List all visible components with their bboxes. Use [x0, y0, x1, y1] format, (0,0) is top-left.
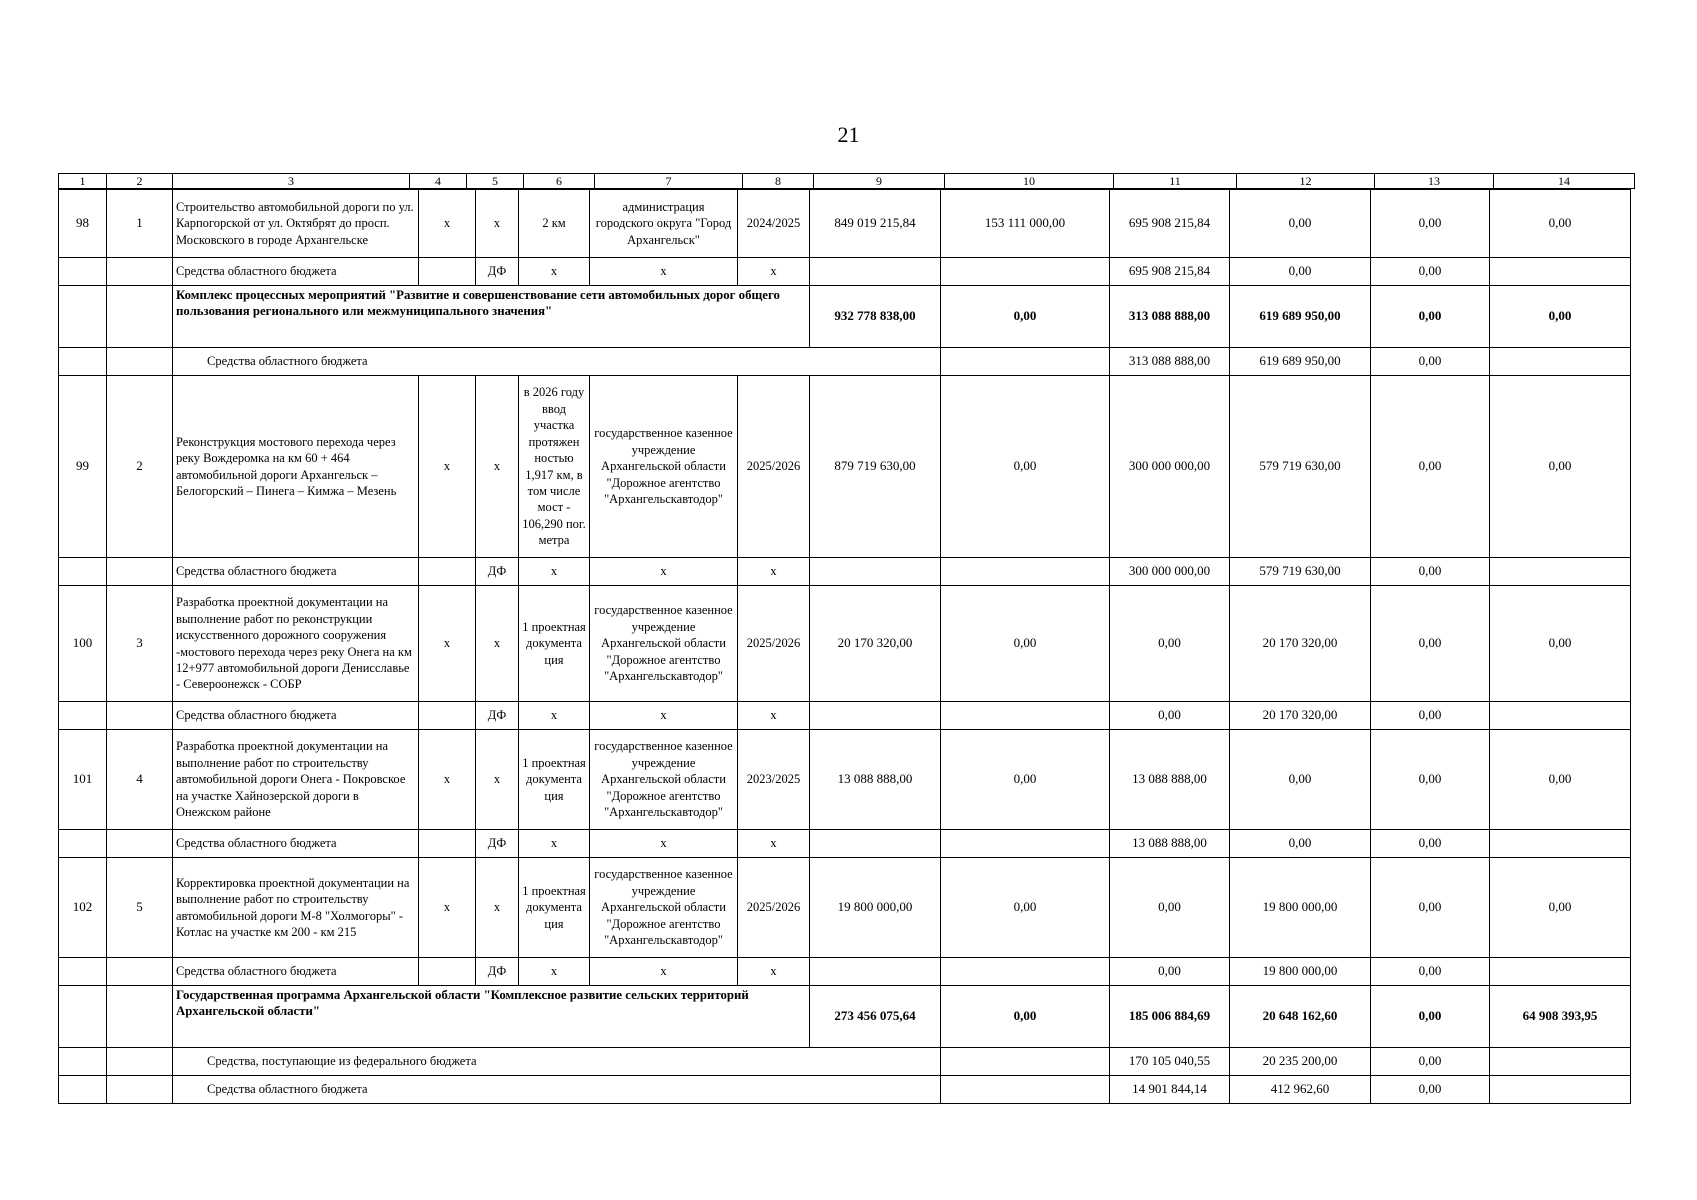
item-name: Корректировка проектной документации на выполнение работ по строительству автомобильной дороги М-8 "Холмогоры" - Котлас на участке км 200 - км 215 [173, 858, 419, 958]
empty-cell [941, 1048, 1110, 1076]
empty-cell [1490, 258, 1631, 286]
funding-name: Средства, поступающие из федерального бюджета [173, 1048, 941, 1076]
cell-c7: государственное казенное учреждение Архангельской области "Дорожное агентство "Архангельскавтодор" [590, 586, 738, 702]
item-number: 1 [107, 190, 173, 258]
cell-c6: х [519, 702, 590, 730]
empty-cell [419, 958, 476, 986]
empty-cell [419, 702, 476, 730]
cell-c10: 0,00 [941, 286, 1110, 348]
empty-cell [59, 348, 107, 376]
funding-name: Средства областного бюджета [173, 258, 419, 286]
cell-c8: х [738, 958, 810, 986]
col-number: 11 [1114, 174, 1237, 189]
cell-c13: 0,00 [1371, 730, 1490, 830]
item-name: Строительство автомобильной дороги по ул. Карпогорской от ул. Октябрят до просп. Московского в городе Архангельске [173, 190, 419, 258]
item-name: Разработка проектной документации на выполнение работ по строительству автомобильной дороги Онега - Покровское на участке Хайнозерской дороги в Онежском районе [173, 730, 419, 830]
summary-title: Комплекс процессных мероприятий "Развитие и совершенствование сети автомобильных дорог общего пользования регионального или межмуниципального значения" [173, 286, 810, 348]
empty-cell [419, 830, 476, 858]
cell-c8: х [738, 258, 810, 286]
empty-cell [59, 286, 107, 348]
cell-c8: 2024/2025 [738, 190, 810, 258]
cell-c10: 0,00 [941, 986, 1110, 1048]
cell-c7: х [590, 702, 738, 730]
cell-c13: 0,00 [1371, 190, 1490, 258]
page-number: 21 [837, 122, 860, 147]
cell-c11: 313 088 888,00 [1110, 348, 1230, 376]
empty-cell [107, 558, 173, 586]
empty-cell [107, 1076, 173, 1104]
cell-c11: 695 908 215,84 [1110, 258, 1230, 286]
cell-c14: 0,00 [1490, 730, 1631, 830]
cell-c13: 0,00 [1371, 702, 1490, 730]
table-row [59, 730, 1631, 830]
cell-c9: 932 778 838,00 [810, 286, 941, 348]
cell-c13: 0,00 [1371, 986, 1490, 1048]
cell-c12: 579 719 630,00 [1230, 558, 1371, 586]
cell-c11: 300 000 000,00 [1110, 376, 1230, 558]
funding-name: Средства областного бюджета [173, 830, 419, 858]
cell-c12: 19 800 000,00 [1230, 958, 1371, 986]
cell-c5: х [476, 730, 519, 830]
cell-c13: 0,00 [1371, 286, 1490, 348]
row-number: 101 [59, 730, 107, 830]
cell-c4: х [419, 376, 476, 558]
cell-c9: 20 170 320,00 [810, 586, 941, 702]
item-number: 3 [107, 586, 173, 702]
funding-name: Средства областного бюджета [173, 348, 941, 376]
cell-c8: 2025/2026 [738, 376, 810, 558]
cell-c4: х [419, 858, 476, 958]
cell-c11: 695 908 215,84 [1110, 190, 1230, 258]
empty-cell [941, 1076, 1110, 1104]
cell-c14: 64 908 393,95 [1490, 986, 1631, 1048]
table-row [59, 558, 1631, 586]
cell-c5: ДФ [476, 558, 519, 586]
cell-c11: 0,00 [1110, 958, 1230, 986]
summary-row [59, 986, 1631, 1048]
table-row [59, 586, 1631, 702]
col-number: 10 [945, 174, 1114, 189]
cell-c11: 170 105 040,55 [1110, 1048, 1230, 1076]
cell-c11: 0,00 [1110, 858, 1230, 958]
cell-c11: 13 088 888,00 [1110, 730, 1230, 830]
cell-c4: х [419, 730, 476, 830]
col-number: 6 [524, 174, 595, 189]
cell-c12: 0,00 [1230, 830, 1371, 858]
empty-cell [810, 258, 941, 286]
item-name: Разработка проектной документации на выполнение работ по реконструкции искусственного дорожного сооружения -мостового перехода через реку Онега на км 12+977 автомобильной дороги Денисславье - Североонежск - СОБР [173, 586, 419, 702]
empty-cell [59, 986, 107, 1048]
table-row [59, 830, 1631, 858]
empty-cell [1490, 558, 1631, 586]
empty-cell [1490, 1048, 1631, 1076]
table-row [59, 702, 1631, 730]
cell-c13: 0,00 [1371, 376, 1490, 558]
cell-c10: 153 111 000,00 [941, 190, 1110, 258]
empty-cell [941, 830, 1110, 858]
empty-cell [107, 986, 173, 1048]
empty-cell [107, 286, 173, 348]
cell-c10: 0,00 [941, 858, 1110, 958]
cell-c10: 0,00 [941, 376, 1110, 558]
cell-c7: х [590, 958, 738, 986]
cell-c7: х [590, 558, 738, 586]
cell-c8: 2025/2026 [738, 586, 810, 702]
empty-cell [107, 830, 173, 858]
empty-cell [59, 958, 107, 986]
cell-c9: 13 088 888,00 [810, 730, 941, 830]
empty-cell [419, 258, 476, 286]
header-table [58, 173, 1635, 189]
empty-cell [1490, 830, 1631, 858]
cell-c13: 0,00 [1371, 558, 1490, 586]
cell-c6: х [519, 558, 590, 586]
cell-c8: х [738, 830, 810, 858]
cell-c6: 1 проектная документа ция [519, 730, 590, 830]
empty-cell [59, 830, 107, 858]
cell-c9: 273 456 075,64 [810, 986, 941, 1048]
col-number: 9 [814, 174, 945, 189]
cell-c5: х [476, 586, 519, 702]
cell-c12: 412 962,60 [1230, 1076, 1371, 1104]
col-number: 2 [107, 174, 173, 189]
cell-c12: 20 648 162,60 [1230, 986, 1371, 1048]
col-number: 5 [467, 174, 524, 189]
item-number: 2 [107, 376, 173, 558]
row-number: 99 [59, 376, 107, 558]
funding-name: Средства областного бюджета [173, 558, 419, 586]
empty-cell [1490, 1076, 1631, 1104]
empty-cell [941, 348, 1110, 376]
cell-c13: 0,00 [1371, 1048, 1490, 1076]
cell-c12: 20 170 320,00 [1230, 702, 1371, 730]
cell-c12: 19 800 000,00 [1230, 858, 1371, 958]
empty-cell [810, 958, 941, 986]
cell-c5: ДФ [476, 958, 519, 986]
empty-cell [59, 1076, 107, 1104]
empty-cell [1490, 958, 1631, 986]
cell-c9: 19 800 000,00 [810, 858, 941, 958]
cell-c11: 185 006 884,69 [1110, 986, 1230, 1048]
funding-name: Средства областного бюджета [173, 958, 419, 986]
cell-c14: 0,00 [1490, 190, 1631, 258]
empty-cell [419, 558, 476, 586]
table-row [59, 376, 1631, 558]
col-number: 12 [1237, 174, 1375, 189]
cell-c14: 0,00 [1490, 286, 1631, 348]
cell-c12: 579 719 630,00 [1230, 376, 1371, 558]
table-row [59, 348, 1631, 376]
cell-c12: 619 689 950,00 [1230, 286, 1371, 348]
cell-c12: 0,00 [1230, 730, 1371, 830]
empty-cell [59, 1048, 107, 1076]
cell-c11: 13 088 888,00 [1110, 830, 1230, 858]
cell-c6: х [519, 958, 590, 986]
cell-c5: х [476, 190, 519, 258]
cell-c6: в 2026 году ввод участка протяжен ностью 1,917 км, в том числе мост - 106,290 пог. метра [519, 376, 590, 558]
cell-c6: х [519, 830, 590, 858]
cell-c12: 20 235 200,00 [1230, 1048, 1371, 1076]
empty-cell [1490, 702, 1631, 730]
col-number: 13 [1375, 174, 1494, 189]
empty-cell [941, 558, 1110, 586]
cell-c5: ДФ [476, 830, 519, 858]
table-row [59, 1048, 1631, 1076]
summary-row [59, 286, 1631, 348]
cell-c8: х [738, 702, 810, 730]
item-number: 4 [107, 730, 173, 830]
cell-c11: 14 901 844,14 [1110, 1076, 1230, 1104]
cell-c11: 0,00 [1110, 702, 1230, 730]
cell-c9: 849 019 215,84 [810, 190, 941, 258]
table-row [59, 258, 1631, 286]
cell-c13: 0,00 [1371, 958, 1490, 986]
item-name: Реконструкция мостового перехода через реку Вождеромка на км 60 + 464 автомобильной дороги Архангельск – Белогорский – Пинега – Кимжа – Мезень [173, 376, 419, 558]
cell-c4: х [419, 190, 476, 258]
cell-c4: х [419, 586, 476, 702]
empty-cell [107, 958, 173, 986]
cell-c6: 1 проектная документа ция [519, 586, 590, 702]
cell-c10: 0,00 [941, 586, 1110, 702]
cell-c10: 0,00 [941, 730, 1110, 830]
funding-name: Средства областного бюджета [173, 1076, 941, 1104]
cell-c5: ДФ [476, 258, 519, 286]
cell-c5: х [476, 376, 519, 558]
row-number: 100 [59, 586, 107, 702]
cell-c6: 2 км [519, 190, 590, 258]
col-number: 8 [743, 174, 814, 189]
cell-c12: 20 170 320,00 [1230, 586, 1371, 702]
cell-c12: 0,00 [1230, 190, 1371, 258]
cell-c8: х [738, 558, 810, 586]
empty-cell [59, 702, 107, 730]
cell-c13: 0,00 [1371, 348, 1490, 376]
funding-name: Средства областного бюджета [173, 702, 419, 730]
cell-c6: 1 проектная документа ция [519, 858, 590, 958]
budget-table [58, 189, 1631, 1104]
cell-c7: государственное казенное учреждение Архангельской области "Дорожное агентство "Архангельскавтодор" [590, 376, 738, 558]
cell-c13: 0,00 [1371, 1076, 1490, 1104]
cell-c9: 879 719 630,00 [810, 376, 941, 558]
cell-c13: 0,00 [1371, 586, 1490, 702]
cell-c13: 0,00 [1371, 258, 1490, 286]
cell-c5: х [476, 858, 519, 958]
cell-c14: 0,00 [1490, 586, 1631, 702]
table-row [59, 190, 1631, 258]
cell-c14: 0,00 [1490, 858, 1631, 958]
empty-cell [59, 258, 107, 286]
row-number: 102 [59, 858, 107, 958]
empty-cell [941, 958, 1110, 986]
item-number: 5 [107, 858, 173, 958]
table-row [59, 958, 1631, 986]
cell-c7: х [590, 258, 738, 286]
column-number-header [58, 173, 1635, 189]
cell-c11: 300 000 000,00 [1110, 558, 1230, 586]
cell-c13: 0,00 [1371, 830, 1490, 858]
empty-cell [941, 702, 1110, 730]
cell-c8: 2023/2025 [738, 730, 810, 830]
cell-c7: государственное казенное учреждение Архангельской области "Дорожное агентство "Архангельскавтодор" [590, 858, 738, 958]
cell-c14: 0,00 [1490, 376, 1631, 558]
cell-c12: 0,00 [1230, 258, 1371, 286]
empty-cell [810, 830, 941, 858]
col-number: 4 [410, 174, 467, 189]
table-row [59, 1076, 1631, 1104]
col-number: 1 [59, 174, 107, 189]
empty-cell [810, 702, 941, 730]
cell-c8: 2025/2026 [738, 858, 810, 958]
empty-cell [1490, 348, 1631, 376]
cell-c5: ДФ [476, 702, 519, 730]
empty-cell [107, 348, 173, 376]
col-number: 14 [1494, 174, 1635, 189]
col-number: 3 [173, 174, 410, 189]
cell-c11: 313 088 888,00 [1110, 286, 1230, 348]
cell-c6: х [519, 258, 590, 286]
summary-title: Государственная программа Архангельской области "Комплексное развитие сельских территорий Архангельской области" [173, 986, 810, 1048]
col-number: 7 [595, 174, 743, 189]
cell-c11: 0,00 [1110, 586, 1230, 702]
empty-cell [810, 558, 941, 586]
cell-c7: государственное казенное учреждение Архангельской области "Дорожное агентство "Архангельскавтодор" [590, 730, 738, 830]
empty-cell [941, 258, 1110, 286]
cell-c13: 0,00 [1371, 858, 1490, 958]
empty-cell [107, 702, 173, 730]
table-row [59, 858, 1631, 958]
row-number: 98 [59, 190, 107, 258]
empty-cell [59, 558, 107, 586]
cell-c7: х [590, 830, 738, 858]
empty-cell [107, 258, 173, 286]
cell-c12: 619 689 950,00 [1230, 348, 1371, 376]
empty-cell [107, 1048, 173, 1076]
cell-c7: администрация городского округа "Город Архангельск" [590, 190, 738, 258]
